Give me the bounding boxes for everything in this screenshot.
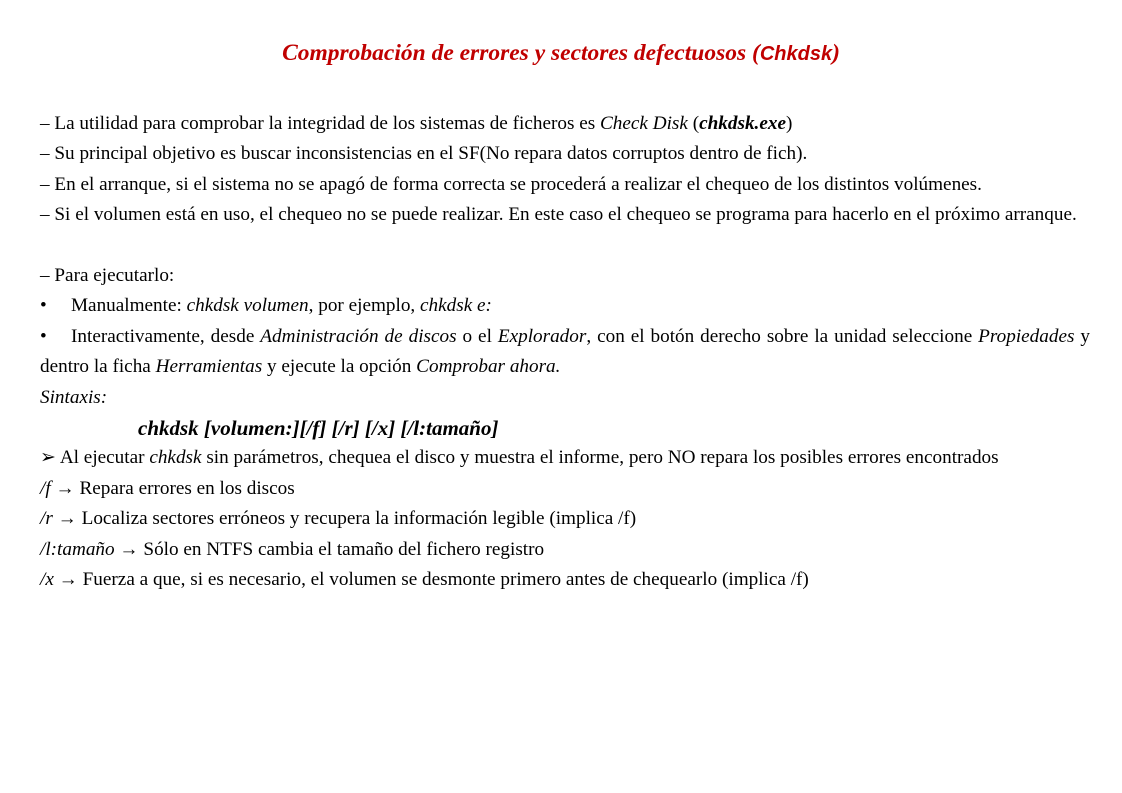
title-code: Chkdsk (759, 43, 833, 65)
content-body (40, 109, 1090, 595)
page-title (0, 40, 1122, 67)
option-l: /l:tamaño → Sólo en NTFS cambia el tamaño del fichero registro (40, 538, 545, 560)
title-paren: ) (832, 40, 840, 66)
option-f: /f → Repara errores en los discos (40, 477, 295, 499)
execute-heading: – Para ejecutarlo: (40, 264, 175, 286)
option-x: /x → Fuerza a que, si es necesario, el volumen se desmonte primero antes de chequearlo (implica /f) (40, 568, 809, 590)
note-no-params: ➢ Al ejecutar chkdsk sin parámetros, chequea el disco y muestra el informe, pero NO repara los posibles errores encontrados (40, 447, 999, 469)
intro-line-3: – En el arranque, si el sistema no se apagó de forma correcta se procederá a realizar el chequeo de los distintos volúmenes. (40, 173, 982, 195)
bullet-manual: • Manualmente: chkdsk volumen, por ejemplo, chkdsk e: (40, 291, 1090, 321)
syntax-command: chkdsk [volumen:][/f] [/r] [/x] [/l:tamaño] (138, 415, 499, 440)
title-text: Comprobación de errores y sectores defectuosos ( (282, 40, 760, 66)
bullet-icon: • (40, 325, 47, 347)
syntax-label: Sintaxis: (40, 386, 108, 408)
arrow-bullet-icon: ➢ (40, 447, 57, 469)
intro-line-2: – Su principal objetivo es buscar inconsistencias en el SF(No repara datos corruptos dentro de fich). (40, 143, 808, 165)
spacer (40, 231, 1090, 261)
bullet-icon: • (40, 295, 47, 317)
bullet-interactive: • Interactivamente, desde Administración de discos o el Explorador, con el botón derecho sobre la unidad seleccione Propiedades y dentro la ficha Herramientas y ejecute la opción Comprobar ahora. (40, 322, 1090, 383)
intro-line-4: – Si el volumen está en uso, el chequeo no se puede realizar. En este caso el chequeo se programa para hacerlo en el próximo arranque. (40, 204, 1077, 226)
intro-line-1: – La utilidad para comprobar la integridad de los sistemas de ficheros es Check Disk (chkdsk.exe) (40, 113, 793, 134)
option-r: /r → Localiza sectores erróneos y recupera la información legible (implica /f) (40, 508, 637, 530)
